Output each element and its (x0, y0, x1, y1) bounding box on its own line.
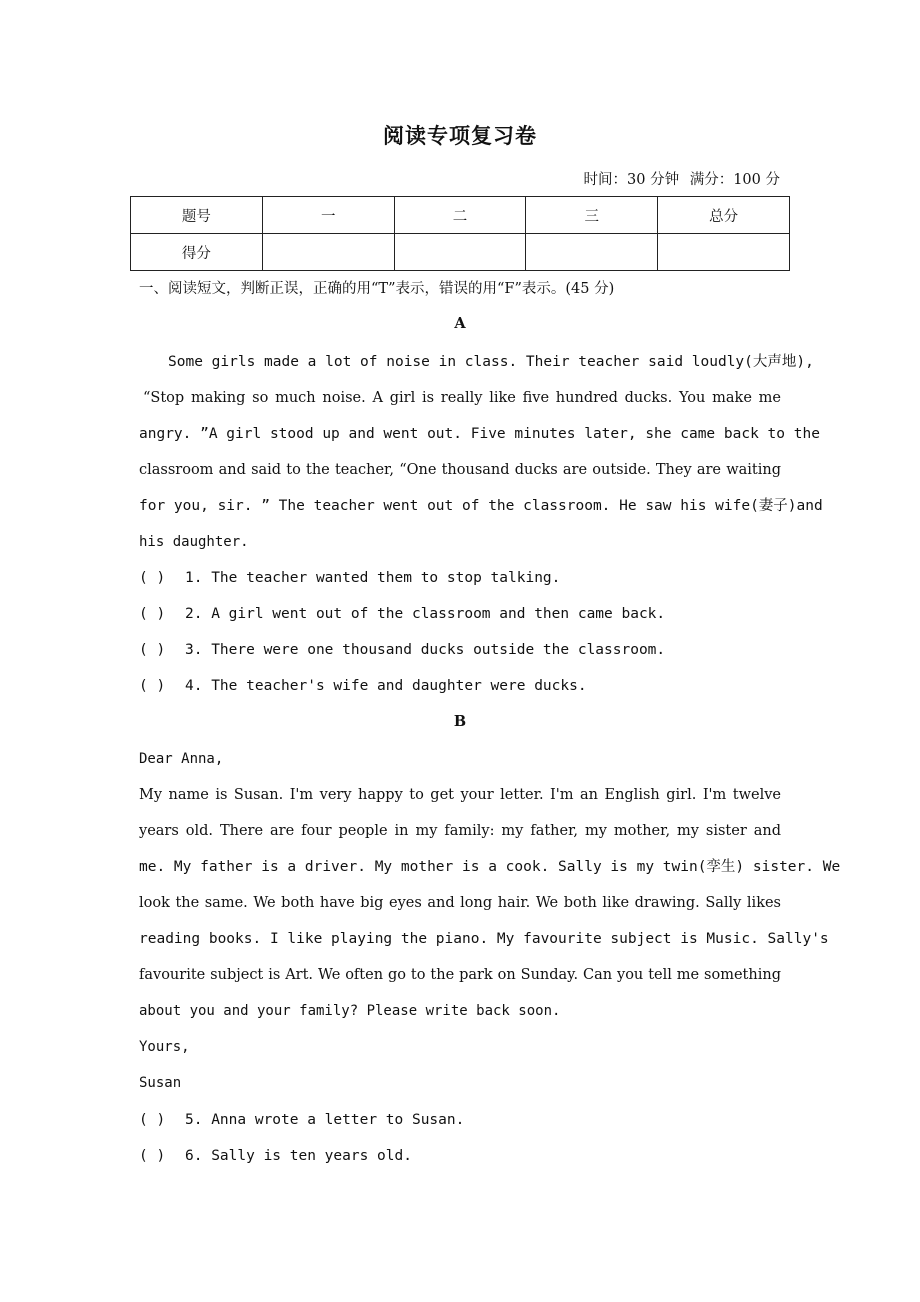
score-input-cell[interactable] (394, 234, 526, 271)
exam-meta (578, 168, 780, 189)
passage-b-line: reading books. I like playing the piano. My favourite subject is Music. Sally's (139, 931, 829, 947)
letter-signature: Susan (139, 1075, 182, 1091)
answer-blank[interactable]: ( ) (139, 570, 166, 586)
time-limit: 时间：30 分钟 (583, 172, 680, 188)
score-table-score-row (131, 234, 790, 271)
answer-blank[interactable]: ( ) (139, 642, 166, 658)
passage-b-line: favourite subject is Art. We often go to the park on Sunday. Can you tell me something (139, 967, 781, 983)
score-cell: 题号 (131, 197, 263, 234)
question-text: 1. The teacher wanted them to stop talking. (185, 570, 561, 586)
question-text: 4. The teacher's wife and daughter were ducks. (185, 678, 587, 694)
question-item (139, 1110, 464, 1130)
passage-b-line: about you and your family? Please write back soon. (139, 1003, 561, 1019)
letter-greeting: Dear Anna, (139, 751, 224, 767)
full-score: 满分：100 分 (689, 172, 780, 188)
score-table-header-row (131, 197, 790, 234)
passage-a-label: A (454, 315, 466, 332)
passage-a-line: “Stop making so much noise. A girl is really like five hundred ducks. You make me (143, 390, 781, 406)
question-item (139, 604, 665, 624)
answer-blank[interactable]: ( ) (139, 1148, 166, 1164)
answer-blank[interactable]: ( ) (139, 678, 166, 694)
passage-a-line: Some girls made a lot of noise in class. Their teacher said loudly(大声地), (168, 354, 814, 370)
score-cell: 总分 (658, 197, 790, 234)
score-input-cell[interactable] (658, 234, 790, 271)
question-text: 6. Sally is ten years old. (185, 1148, 412, 1164)
question-item (139, 1146, 412, 1166)
passage-b-label: B (453, 713, 467, 730)
passage-a-line: his daughter. (139, 534, 249, 550)
passage-b-line: years old. There are four people in my family: my father, my mother, my sister and (139, 823, 781, 839)
question-text: 5. Anna wrote a letter to Susan. (185, 1112, 465, 1128)
score-cell: 一 (262, 197, 394, 234)
score-input-cell[interactable] (526, 234, 658, 271)
score-cell: 二 (394, 197, 526, 234)
question-item (139, 640, 665, 660)
passage-b-line: look the same. We both have big eyes and long hair. We both like drawing. Sally likes (139, 895, 781, 911)
score-cell: 三 (526, 197, 658, 234)
page-title: 阅读专项复习卷 (383, 123, 537, 148)
score-table (130, 196, 790, 271)
question-item (139, 568, 560, 588)
passage-b-line: me. My father is a driver. My mother is a cook. Sally is my twin(孪生) sister. We (139, 859, 841, 875)
question-item (139, 676, 587, 696)
passage-b-line: My name is Susan. I'm very happy to get your letter. I'm an English girl. I'm twelve (139, 787, 781, 803)
passage-a-line: for you, sir. ” The teacher went out of the classroom. He saw his wife(妻子)and (139, 498, 823, 514)
answer-blank[interactable]: ( ) (139, 1112, 166, 1128)
section-instruction: 一、阅读短文，判断正误，正确的用“T”表示，错误的用“F”表示。(45 分) (139, 281, 615, 297)
question-text: 3. There were one thousand ducks outside the classroom. (185, 642, 666, 658)
letter-closing: Yours, (139, 1039, 190, 1055)
score-input-cell[interactable] (262, 234, 394, 271)
answer-blank[interactable]: ( ) (139, 606, 166, 622)
passage-a-line: classroom and said to the teacher, “One thousand ducks are outside. They are waiting (139, 462, 781, 478)
score-cell: 得分 (131, 234, 263, 271)
question-text: 2. A girl went out of the classroom and then came back. (185, 606, 666, 622)
passage-a-line: angry. ”A girl stood up and went out. Five minutes later, she came back to the (139, 426, 820, 442)
